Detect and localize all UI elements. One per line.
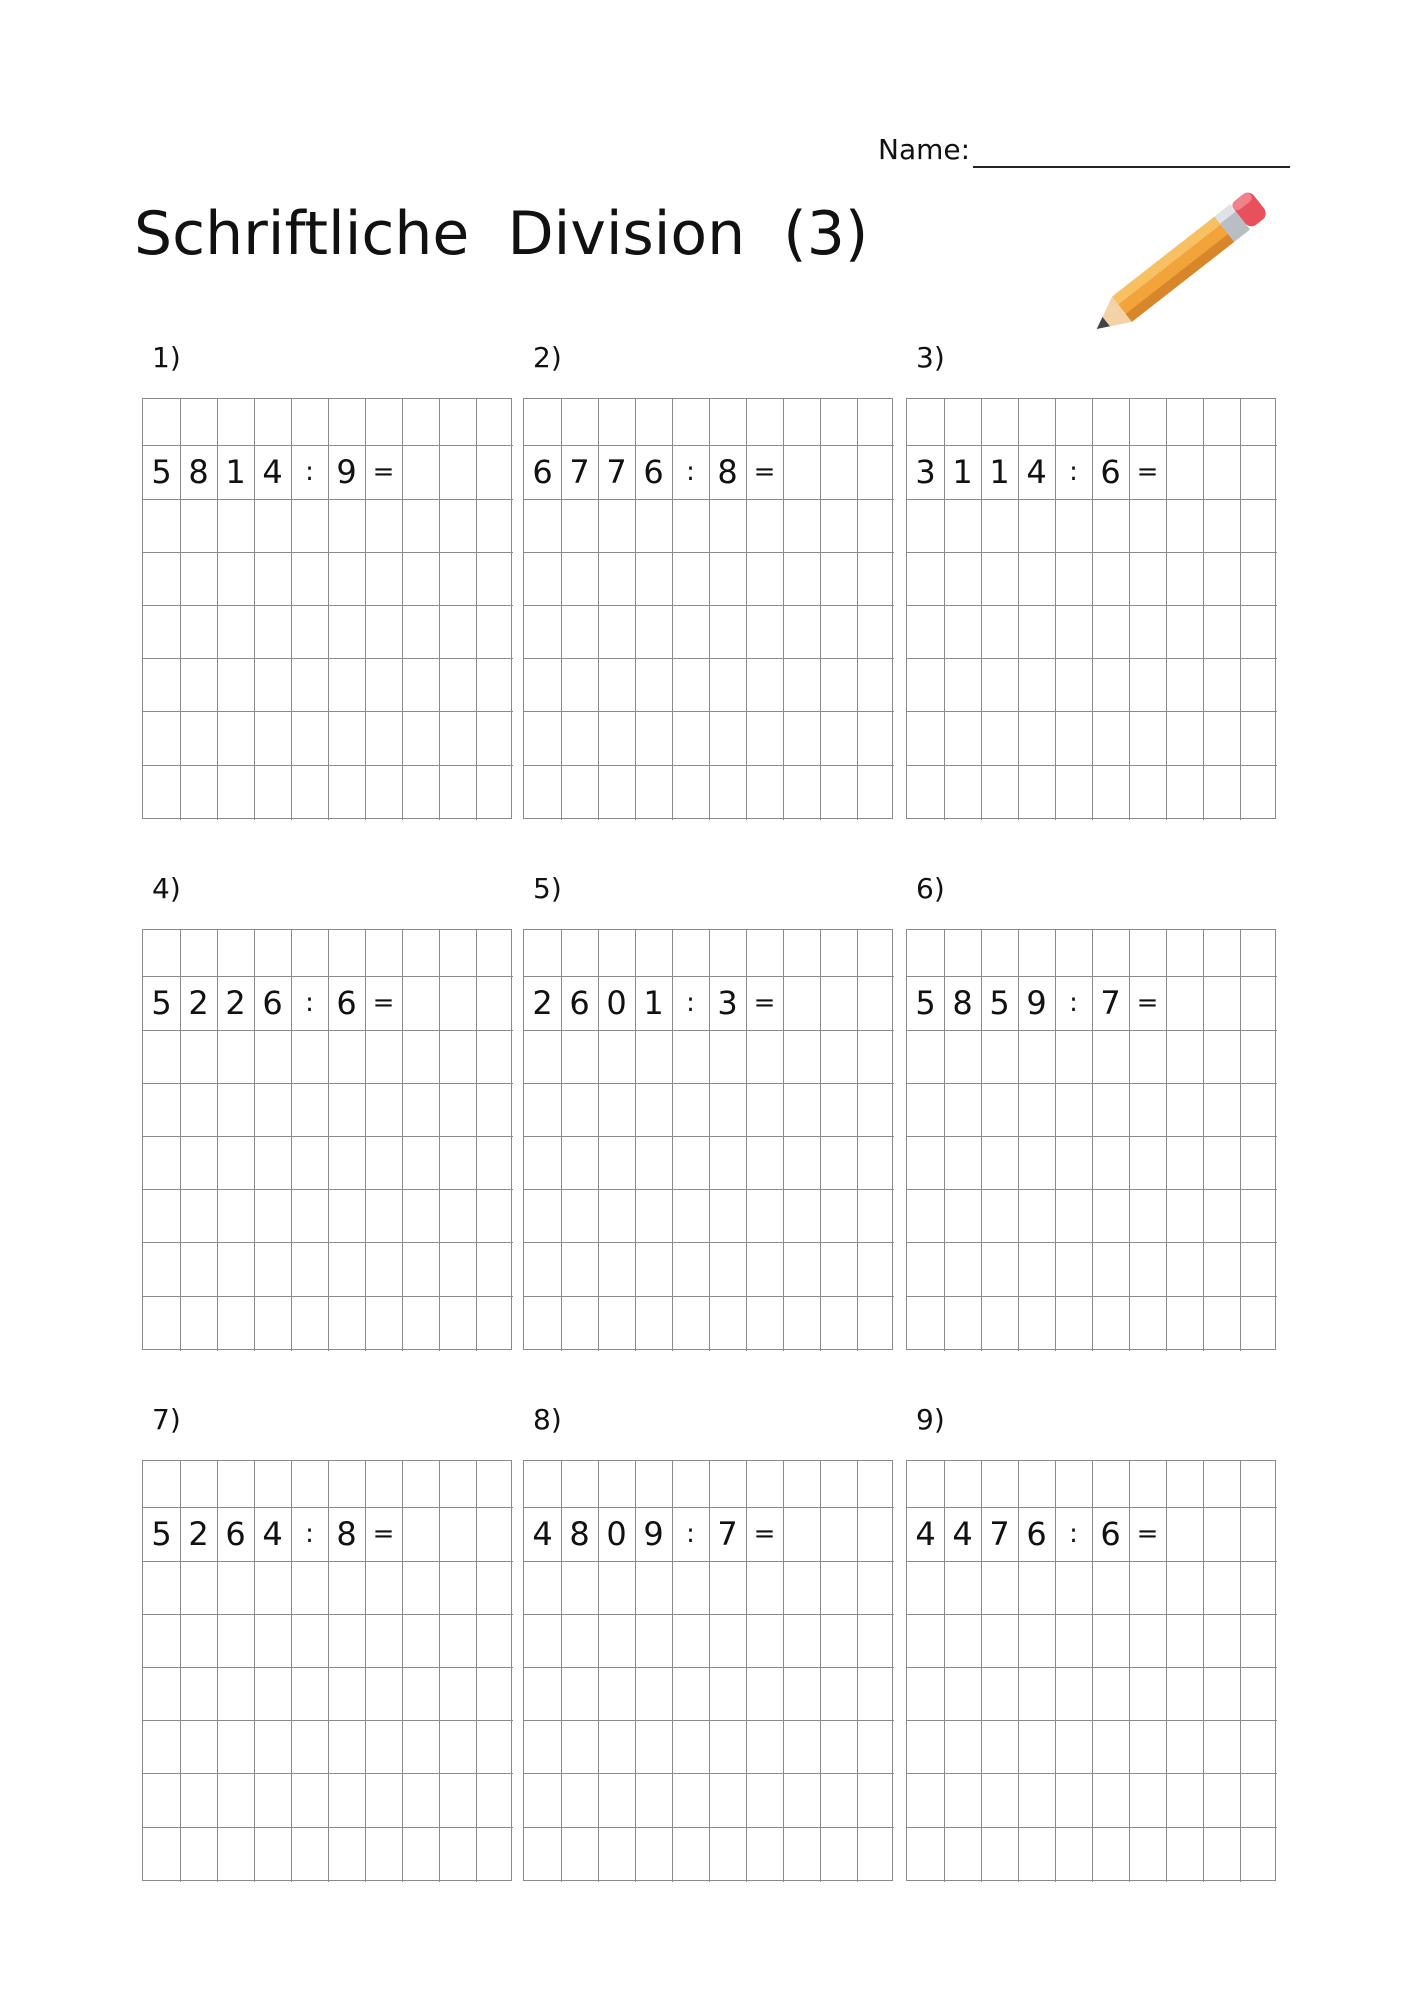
division-sign: : bbox=[1069, 457, 1078, 487]
division-sign: : bbox=[686, 988, 695, 1018]
digit: 6 bbox=[225, 1515, 246, 1553]
digit: 8 bbox=[717, 453, 738, 491]
division-task bbox=[524, 445, 894, 499]
digit: 7 bbox=[569, 453, 590, 491]
digit: 9 bbox=[1026, 984, 1047, 1022]
answer-grid[interactable] bbox=[523, 929, 893, 1350]
digit: 6 bbox=[1100, 453, 1121, 491]
problem-number: 4) bbox=[152, 872, 181, 905]
division-sign: : bbox=[1069, 988, 1078, 1018]
equals-sign: = bbox=[1136, 457, 1159, 487]
digit: 4 bbox=[952, 1515, 973, 1553]
equals-sign: = bbox=[753, 988, 776, 1018]
digit: 5 bbox=[151, 1515, 172, 1553]
digit: 2 bbox=[225, 984, 246, 1022]
page-title: Schriftliche Division (3) bbox=[134, 199, 869, 269]
digit: 2 bbox=[188, 984, 209, 1022]
division-task bbox=[907, 1507, 1277, 1561]
problem-number: 7) bbox=[152, 1403, 181, 1436]
answer-grid[interactable] bbox=[523, 398, 893, 819]
problem-number: 9) bbox=[916, 1403, 945, 1436]
digit: 1 bbox=[225, 453, 246, 491]
digit: 8 bbox=[188, 453, 209, 491]
digit: 2 bbox=[532, 984, 553, 1022]
division-sign: : bbox=[686, 457, 695, 487]
digit: 7 bbox=[717, 1515, 738, 1553]
digit: 5 bbox=[915, 984, 936, 1022]
pencil-icon bbox=[1085, 180, 1285, 340]
digit: 0 bbox=[606, 984, 627, 1022]
answer-grid[interactable] bbox=[523, 1460, 893, 1881]
division-task bbox=[524, 1507, 894, 1561]
digit: 5 bbox=[151, 453, 172, 491]
digit: 6 bbox=[532, 453, 553, 491]
equals-sign: = bbox=[753, 457, 776, 487]
digit: 7 bbox=[606, 453, 627, 491]
problem-number: 6) bbox=[916, 872, 945, 905]
equals-sign: = bbox=[372, 988, 395, 1018]
digit: 1 bbox=[643, 984, 664, 1022]
name-input-line[interactable] bbox=[973, 166, 1290, 168]
answer-grid[interactable] bbox=[142, 929, 512, 1350]
digit: 4 bbox=[1026, 453, 1047, 491]
division-sign: : bbox=[305, 457, 314, 487]
division-sign: : bbox=[1069, 1519, 1078, 1549]
digit: 9 bbox=[336, 453, 357, 491]
digit: 7 bbox=[1100, 984, 1121, 1022]
digit: 6 bbox=[643, 453, 664, 491]
answer-grid[interactable] bbox=[906, 398, 1276, 819]
digit: 3 bbox=[717, 984, 738, 1022]
answer-grid[interactable] bbox=[906, 1460, 1276, 1881]
digit: 6 bbox=[569, 984, 590, 1022]
digit: 5 bbox=[151, 984, 172, 1022]
division-task bbox=[143, 445, 513, 499]
digit: 4 bbox=[262, 1515, 283, 1553]
division-task bbox=[907, 976, 1277, 1030]
answer-grid[interactable] bbox=[142, 1460, 512, 1881]
equals-sign: = bbox=[372, 1519, 395, 1549]
digit: 4 bbox=[262, 453, 283, 491]
problem-number: 5) bbox=[533, 872, 562, 905]
digit: 9 bbox=[643, 1515, 664, 1553]
division-sign: : bbox=[305, 988, 314, 1018]
digit: 6 bbox=[1026, 1515, 1047, 1553]
division-sign: : bbox=[686, 1519, 695, 1549]
digit: 8 bbox=[569, 1515, 590, 1553]
answer-grid[interactable] bbox=[906, 929, 1276, 1350]
division-task bbox=[524, 976, 894, 1030]
digit: 1 bbox=[952, 453, 973, 491]
digit: 2 bbox=[188, 1515, 209, 1553]
problem-number: 8) bbox=[533, 1403, 562, 1436]
digit: 6 bbox=[1100, 1515, 1121, 1553]
digit: 0 bbox=[606, 1515, 627, 1553]
digit: 7 bbox=[989, 1515, 1010, 1553]
division-task bbox=[143, 1507, 513, 1561]
digit: 3 bbox=[915, 453, 936, 491]
answer-grid[interactable] bbox=[142, 398, 512, 819]
digit: 6 bbox=[262, 984, 283, 1022]
digit: 4 bbox=[532, 1515, 553, 1553]
equals-sign: = bbox=[1136, 1519, 1159, 1549]
digit: 1 bbox=[989, 453, 1010, 491]
problem-number: 2) bbox=[533, 341, 562, 374]
digit: 8 bbox=[952, 984, 973, 1022]
digit: 6 bbox=[336, 984, 357, 1022]
digit: 8 bbox=[336, 1515, 357, 1553]
division-task bbox=[907, 445, 1277, 499]
name-label: Name: bbox=[878, 133, 971, 166]
equals-sign: = bbox=[372, 457, 395, 487]
equals-sign: = bbox=[753, 1519, 776, 1549]
digit: 4 bbox=[915, 1515, 936, 1553]
equals-sign: = bbox=[1136, 988, 1159, 1018]
problem-number: 3) bbox=[916, 341, 945, 374]
digit: 5 bbox=[989, 984, 1010, 1022]
division-sign: : bbox=[305, 1519, 314, 1549]
division-task bbox=[143, 976, 513, 1030]
problem-number: 1) bbox=[152, 341, 181, 374]
